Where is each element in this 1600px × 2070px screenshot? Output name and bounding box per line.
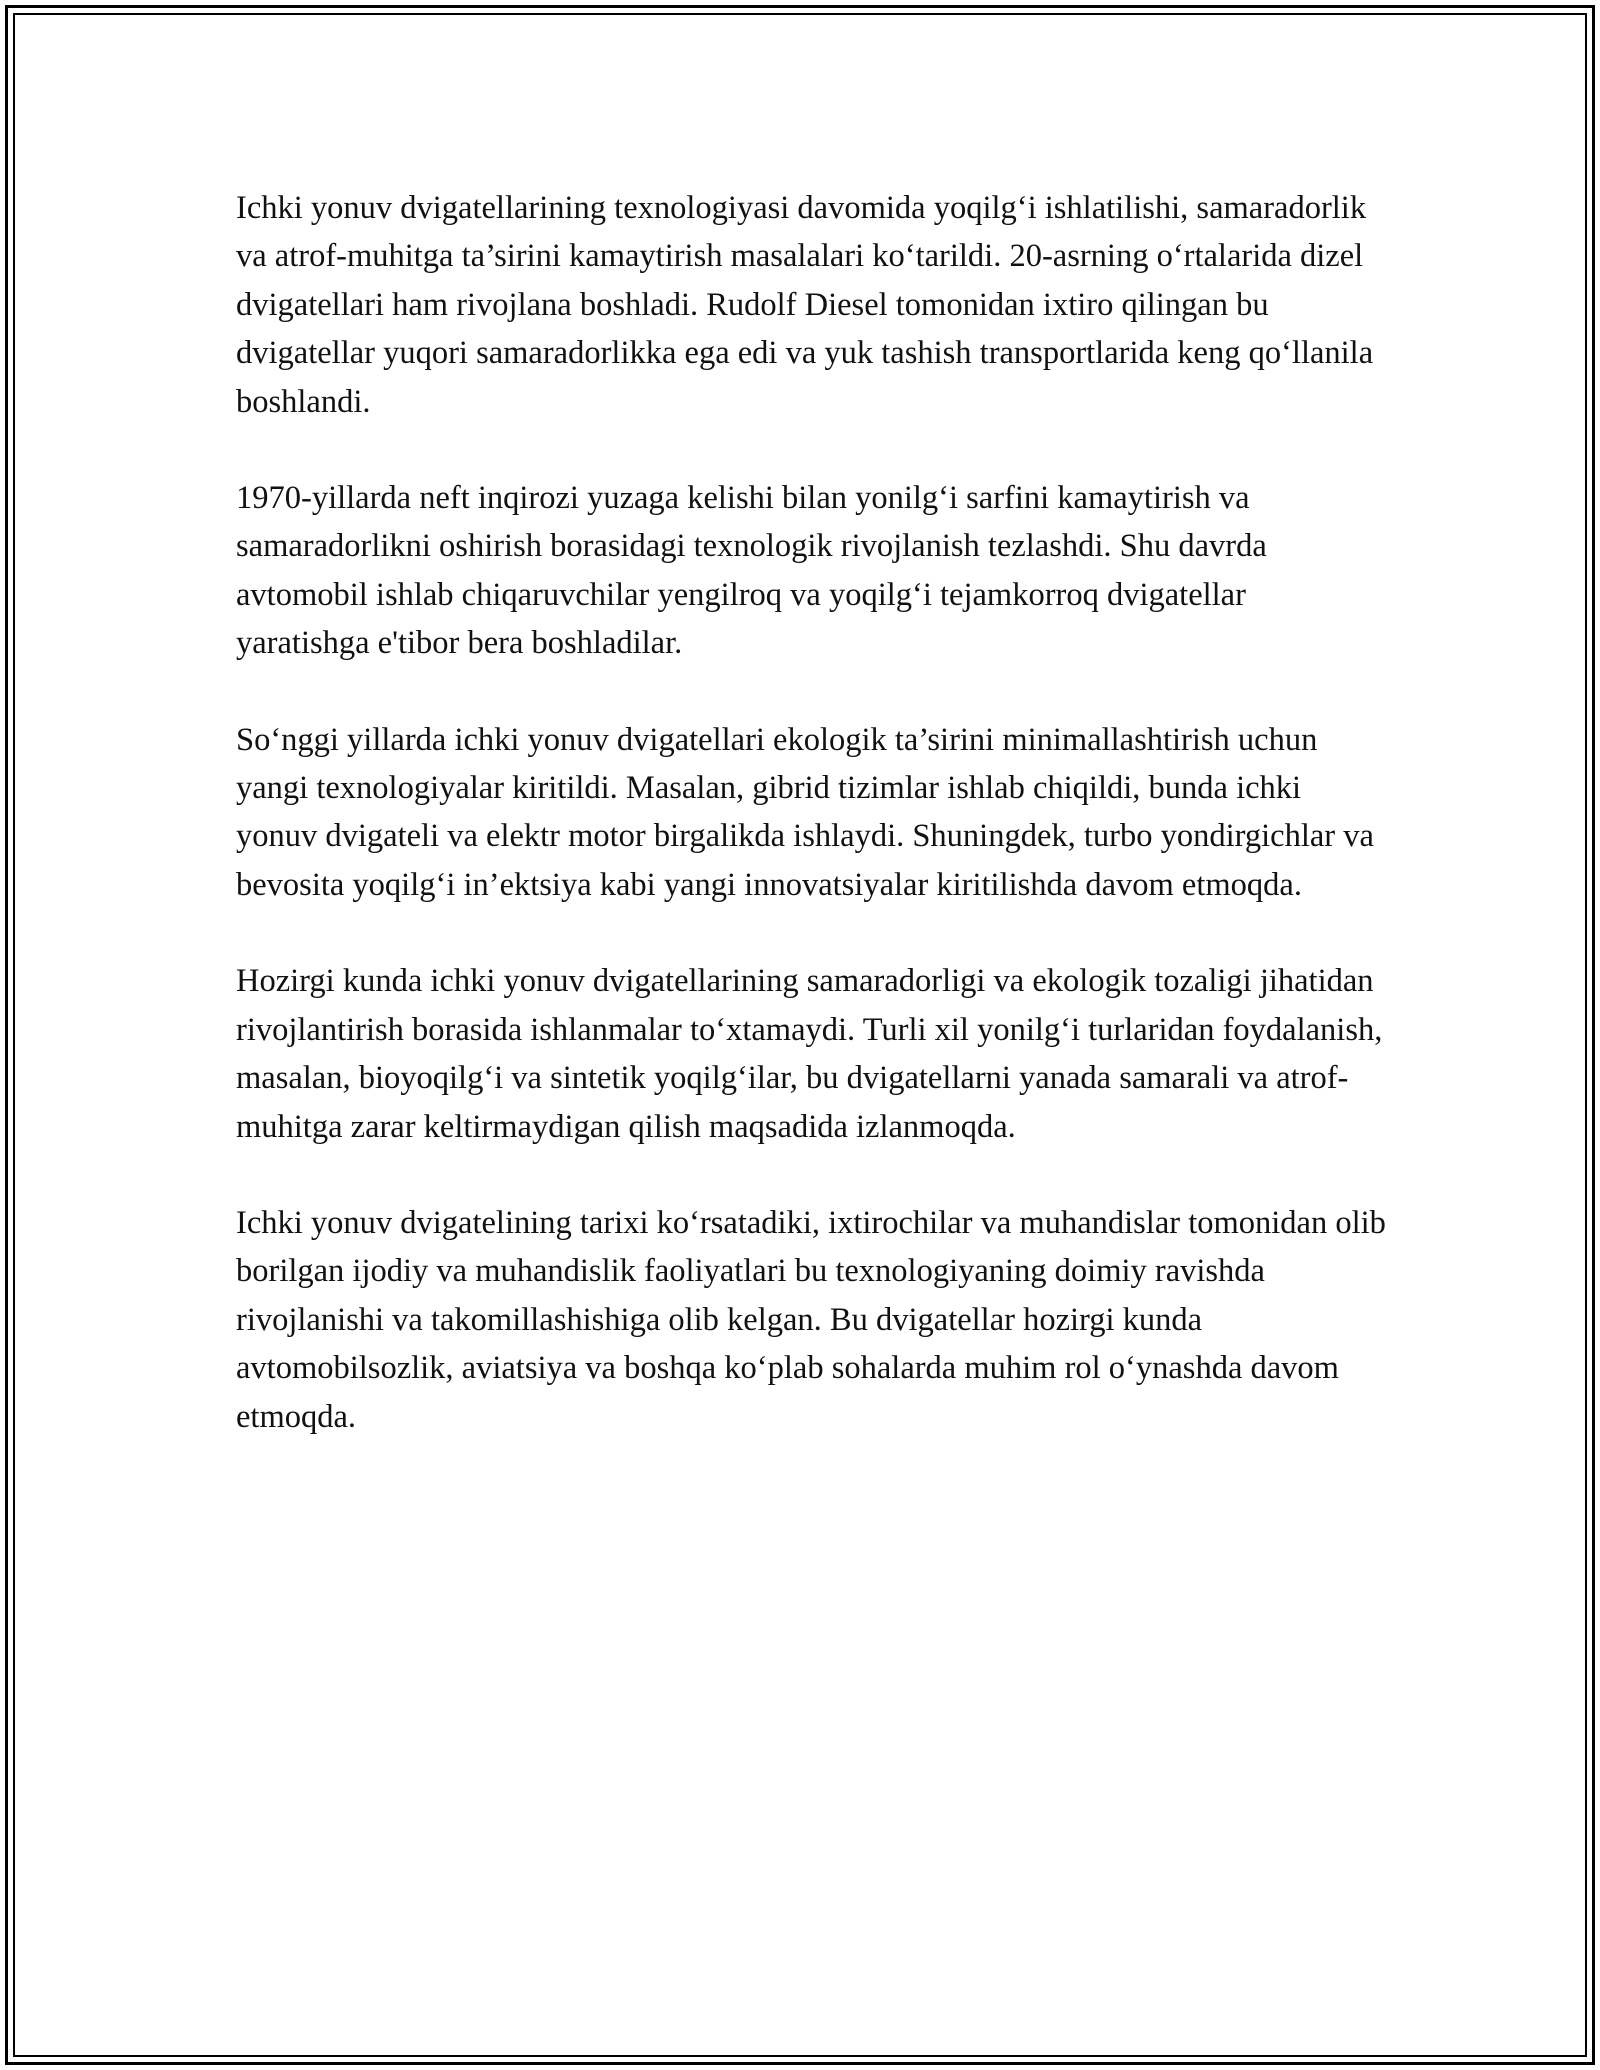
paragraph-5: Ichki yonuv dvigatelining tarixi ko‘rsatadiki, ixtirochilar va muhandislar tomonidan olib borilgan ijodiy va muhandislik faoliyatlari bu texnologiyaning doimiy ravishda rivojlanishi va takomillashishiga olib kelgan. Bu dvigatellar hozirgi kunda avtomobilsozlik, aviatsiya va boshqa ko‘plab sohalarda muhim rol o‘ynashda davom etmoqda. [236, 1204, 1386, 1435]
document-body [236, 184, 1386, 1489]
paragraph-2: 1970-yillarda neft inqirozi yuzaga kelishi bilan yonilg‘i sarfini kamaytirish va samaradorlikni oshirish borasidagi texnologik rivojlanish tezlashdi. Shu davrda avtomobil ishlab chiqaruvchilar yengilroq va yoqilg‘i tejamkorroq dvigatellar yaratishga e'tibor bera boshladilar. [236, 480, 1267, 662]
paragraph-4: Hozirgi kunda ichki yonuv dvigatellarining samaradorligi va ekologik tozaligi jihatidan rivojlantirish borasida ishlanmalar to‘xtamaydi. Turli xil yonilg‘i turlaridan foydalanish, masalan, bioyoqilg‘i va sintetik yoqilg‘ilar, bu dvigatellarni yanada samarali va atrof-muhitga zarar keltirmaydigan qilish maqsadida izlanmoqda. [236, 963, 1383, 1145]
paragraph-1: Ichki yonuv dvigatellarining texnologiyasi davomida yoqilg‘i ishlatilishi, samaradorlik va atrof-muhitga ta’sirini kamaytirish masalalari ko‘tarildi. 20-asrning o‘rtalarida dizel dvigatellari ham rivojlana boshladi. Rudolf Diesel tomonidan ixtiro qilingan bu dvigatellar yuqori samaradorlikka ega edi va yuk tashish transportlarida keng qo‘llanila boshlandi. [236, 190, 1374, 420]
paragraph-3: So‘nggi yillarda ichki yonuv dvigatellari ekologik ta’sirini minimallashtirish uchun yangi texnologiyalar kiritildi. Masalan, gibrid tizimlar ishlab chiqildi, bunda ichki yonuv dvigateli va elektr motor birgalikda ishlaydi. Shuningdek, turbo yondirgichlar va bevosita yoqilg‘i in’ektsiya kabi yangi innovatsiyalar kiritilishda davom etmoqda. [236, 721, 1374, 903]
